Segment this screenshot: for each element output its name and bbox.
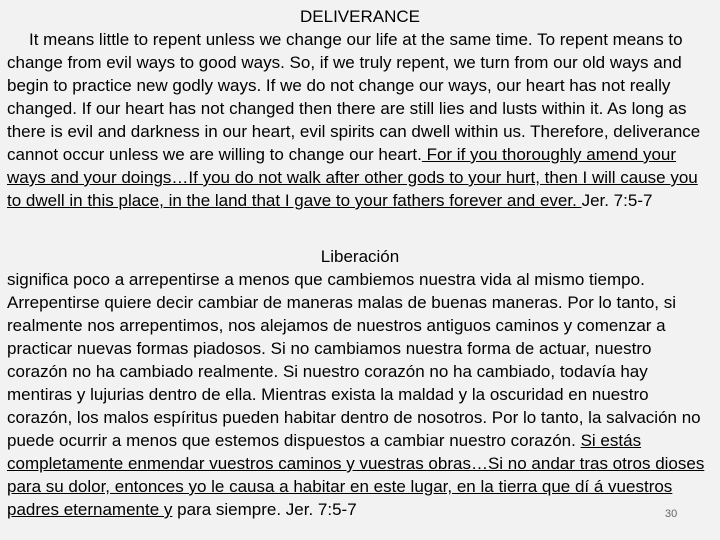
- spanish-title: Liberación: [320, 247, 400, 266]
- spanish-body: significa poco a arrepentirse a menos que cambiemos nuestra vida al mismo tiempo. Arrepentirse quiere decir cambiar de maneras malas de buenas maneras. Por lo tanto, si realmente nos arrepentimos, nos alejamos de nuestros antiguos caminos y comenzar a practicar nuevas formas piadosos. Si no cambiamos nuestra forma de actuar, nuestro corazón no ha cambiado realmente. Si nuestro corazón no ha cambiado, todavía hay mentiras y lujurias dentro de ella. Mientras exista la maldad y la oscuridad en nuestro corazón, los malos espíritus pueden habitar dentro de nosotros. Por lo tanto, la salvación no puede ocurrir a menos que estemos dispuestos a cambiar nuestro corazón.: [7, 270, 701, 450]
- english-body: It means little to repent unless we change our life at the same time. To repent means to change from evil ways to good ways. So, if we truly repent, we turn from our old ways and begin to practice new godly ways. If we do not change our ways, our heart has not really changed. If our heart has not changed then there are still lies and lusts within it. As long as there is evil and darkness in our heart, evil spirits can dwell within us. Therefore, deliverance cannot occur unless we are willing to change our heart.: [7, 30, 701, 164]
- english-scripture-quote: For if you thoroughly amend your ways and your doings…If you do not walk after other gods to your hurt, then I will cause you to dwell in this place, in the land that I gave to your fathers forever and ever.: [7, 145, 698, 210]
- page-number: 30: [665, 508, 678, 520]
- spanish-scripture-quote: Si estás completamente enmendar vuestros caminos y vuestras obras…Si no andar tras otros dioses para su dolor, entonces yo le causa a habitar en este lugar, en la tierra que dí á vuestros padres eternamente y: [7, 431, 705, 519]
- spanish-paragraph: [7, 268, 713, 521]
- spanish-reference: para siempre. Jer. 7:5-7: [177, 500, 357, 519]
- english-paragraph: [7, 28, 713, 212]
- english-reference: Jer. 7:5-7: [581, 191, 653, 210]
- english-title: DELIVERANCE: [300, 7, 420, 26]
